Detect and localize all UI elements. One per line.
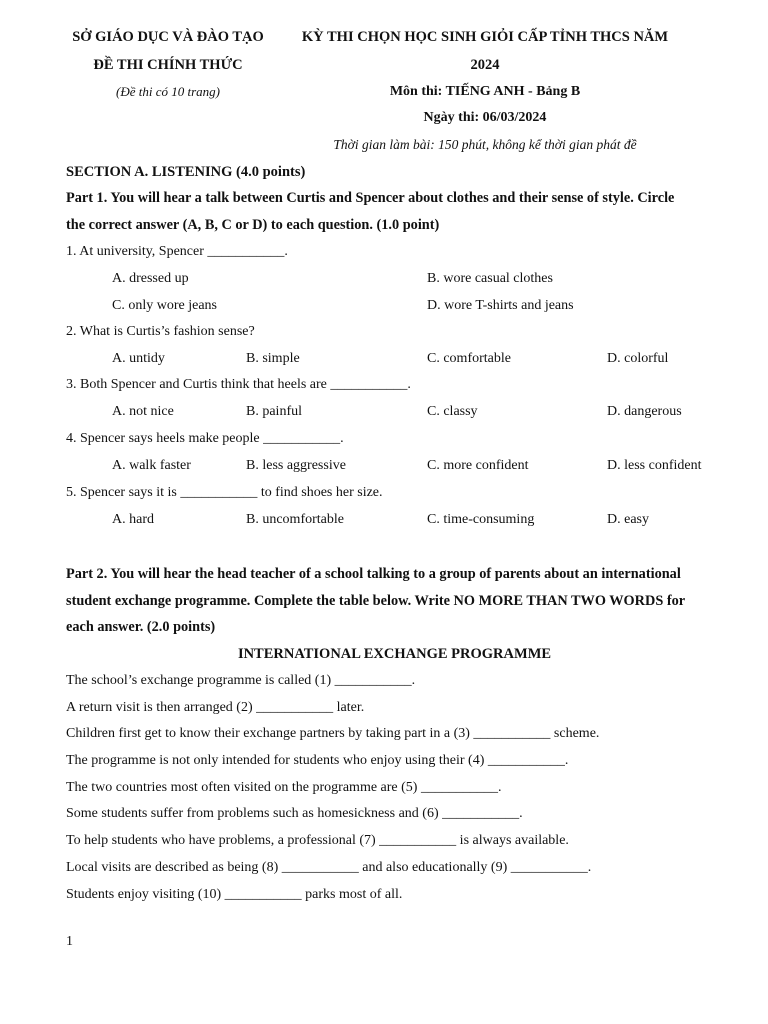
- section-a-title: SECTION A. LISTENING (4.0 points): [66, 164, 306, 180]
- question-4: 4. Spencer says heels make people ___________.: [66, 431, 344, 446]
- exam-subject: Môn thi: TIẾNG ANH - Bảng B: [389, 84, 581, 99]
- q2-option-d[interactable]: D. colorful: [607, 351, 669, 366]
- part2-instruction-line3: each answer. (2.0 points): [66, 619, 216, 635]
- part1-instruction-line2: the correct answer (A, B, C or D) to each question. (1.0 point): [66, 217, 440, 233]
- q2-option-c[interactable]: C. comfortable: [427, 351, 511, 366]
- question-3: 3. Both Spencer and Curtis think that heels are ___________.: [66, 377, 411, 392]
- q3-option-a[interactable]: A. not nice: [112, 404, 174, 419]
- q5-option-c[interactable]: C. time-consuming: [427, 512, 535, 527]
- gap-item-3: Children first get to know their exchange partners by taking part in a (3) ___________ scheme.: [66, 726, 600, 741]
- q4-option-b[interactable]: B. less aggressive: [246, 458, 346, 473]
- official-exam-label: ĐỀ THI CHÍNH THỨC: [93, 57, 243, 73]
- q3-option-c[interactable]: C. classy: [427, 404, 478, 419]
- q1-option-a[interactable]: A. dressed up: [112, 271, 189, 286]
- exam-date: Ngày thi: 06/03/2024: [423, 110, 547, 125]
- part2-instruction-line1: Part 2. You will hear the head teacher of a school talking to a group of parents about an international: [66, 566, 681, 582]
- gap-item-6: Some students suffer from problems such as homesickness and (6) ___________.: [66, 806, 523, 821]
- gap-item-2: A return visit is then arranged (2) ___________ later.: [66, 700, 365, 715]
- q1-option-c[interactable]: C. only wore jeans: [112, 298, 217, 313]
- page-count-note: (Đề thi có 10 trang): [116, 84, 220, 99]
- q3-option-b[interactable]: B. painful: [246, 404, 302, 419]
- q3-option-d[interactable]: D. dangerous: [607, 404, 682, 419]
- gap-item-7: To help students who have problems, a professional (7) ___________ is always available.: [66, 833, 569, 848]
- gap-item-8-9: Local visits are described as being (8) ___________ and also educationally (9) ___________.: [66, 860, 592, 875]
- exam-year: 2024: [470, 57, 500, 73]
- exam-duration: Thời gian làm bài: 150 phút, không kể thời gian phát đề: [333, 137, 637, 152]
- question-5: 5. Spencer says it is ___________ to find shoes her size.: [66, 485, 383, 500]
- q5-option-d[interactable]: D. easy: [607, 512, 649, 527]
- q2-option-b[interactable]: B. simple: [246, 351, 300, 366]
- gap-item-1: The school’s exchange programme is called (1) ___________.: [66, 673, 416, 688]
- question-1: 1. At university, Spencer ___________.: [66, 244, 288, 259]
- part2-instruction-line2: student exchange programme. Complete the table below. Write NO MORE THAN TWO WORDS for: [66, 593, 686, 609]
- gap-item-5: The two countries most often visited on the programme are (5) ___________.: [66, 780, 502, 795]
- q2-option-a[interactable]: A. untidy: [112, 351, 165, 366]
- gap-item-4: The programme is not only intended for students who enjoy using their (4) ___________.: [66, 753, 569, 768]
- table-title: INTERNATIONAL EXCHANGE PROGRAMME: [237, 646, 552, 662]
- q4-option-d[interactable]: D. less confident: [607, 458, 702, 473]
- q5-option-b[interactable]: B. uncomfortable: [246, 512, 344, 527]
- q1-option-d[interactable]: D. wore T-shirts and jeans: [427, 298, 574, 313]
- page-number: 1: [66, 934, 73, 949]
- department-name: SỞ GIÁO DỤC VÀ ĐÀO TẠO: [72, 29, 264, 45]
- q1-option-b[interactable]: B. wore casual clothes: [427, 271, 553, 286]
- q4-option-c[interactable]: C. more confident: [427, 458, 529, 473]
- part1-instruction-line1: Part 1. You will hear a talk between Curtis and Spencer about clothes and their sense of style. Circle: [66, 190, 675, 206]
- gap-item-10: Students enjoy visiting (10) ___________ parks most of all.: [66, 887, 403, 902]
- q4-option-a[interactable]: A. walk faster: [112, 458, 191, 473]
- question-2: 2. What is Curtis’s fashion sense?: [66, 324, 255, 339]
- q5-option-a[interactable]: A. hard: [112, 512, 154, 527]
- exam-title: KỲ THI CHỌN HỌC SINH GIỎI CẤP TỈNH THCS NĂM: [301, 29, 669, 45]
